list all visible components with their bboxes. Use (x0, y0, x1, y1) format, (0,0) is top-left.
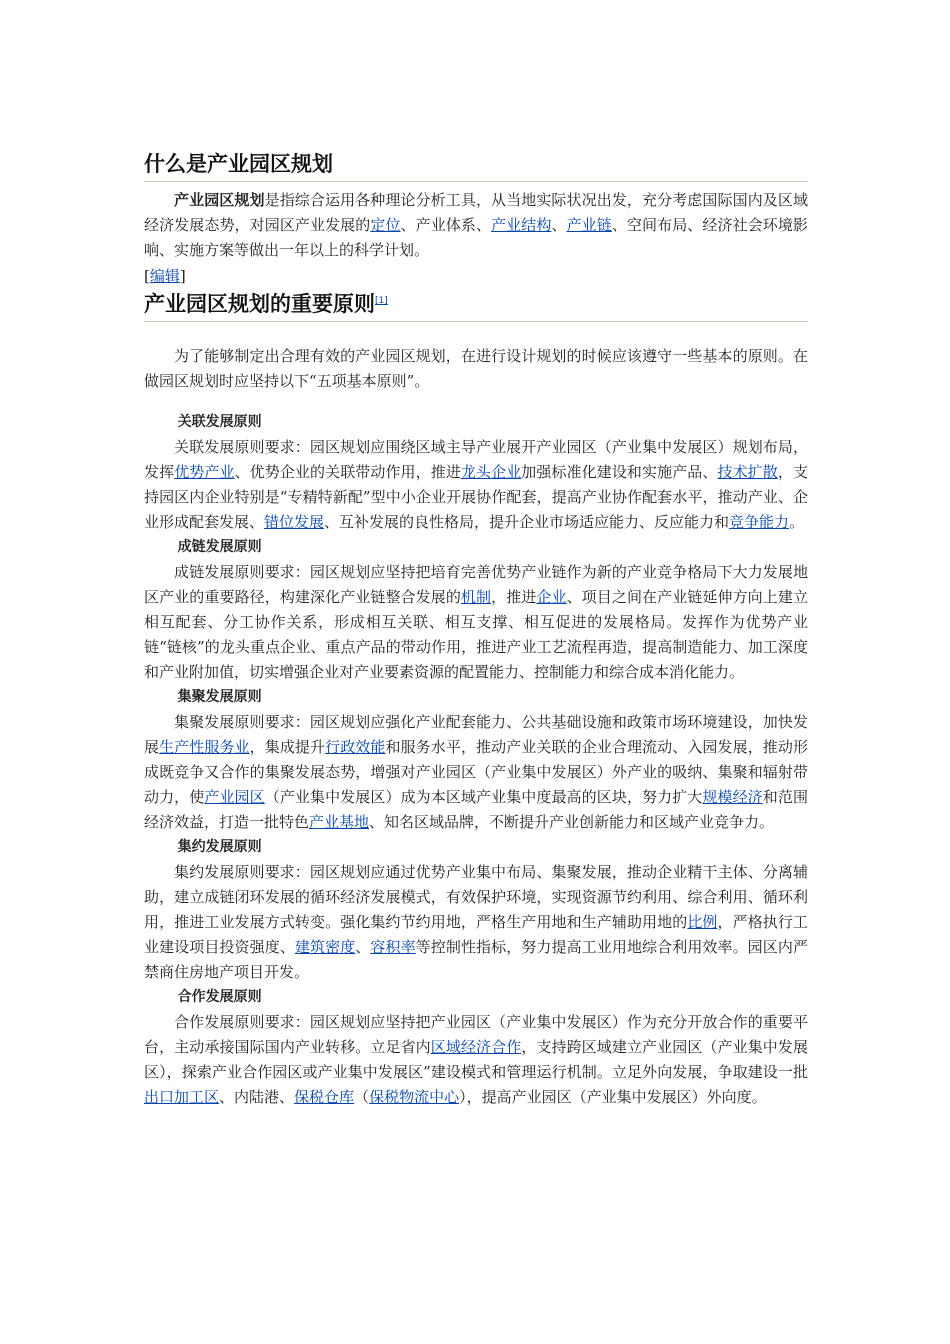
principle-text-chain (144, 560, 808, 685)
text: 和服务水平，推动产业关联的企业合理流动、入园发展，推动形成既竞争又合作的集聚发展态势，增强对产业园区（产业集中发展区）外产业的吸纳、集聚和辐射带动力，使 (144, 738, 808, 806)
text: （ (354, 1088, 370, 1106)
text: ，集成提升 (249, 738, 326, 756)
link-industry-chain[interactable]: 产业链 (566, 216, 612, 234)
text: 和范围经济效益，打造一批特色 (144, 788, 808, 831)
text: 、互补发展的良性格局，提升企业市场适应能力、反应能力和 (324, 513, 730, 531)
text: 、知名区域品牌，不断提升产业创新能力和区域产业竞争力。 (369, 813, 775, 831)
principle-text-linkage (144, 435, 808, 535)
link-technology-diffusion[interactable]: 技术扩散 (717, 463, 778, 481)
reference-mark (375, 296, 388, 306)
text: 合作发展原则要求：园区规划应坚持把产业园区（产业集中发展区）作为充分开放合作的重要平台，主动承接国际国内产业转移。立足省内 (144, 1013, 808, 1056)
link-bonded-warehouse[interactable]: 保税仓库 (294, 1088, 355, 1106)
section-title-principles (144, 287, 808, 322)
link-regional-cooperation[interactable]: 区域经济合作 (430, 1038, 522, 1056)
reference-link[interactable]: [1] (375, 296, 388, 306)
text: 、 (355, 938, 371, 956)
text: ），提高产业园区（产业集中发展区）外向度。 (459, 1088, 767, 1106)
principle-heading-intensive: 集约发展原则 (177, 839, 262, 855)
link-positioning[interactable]: 定位 (370, 216, 401, 234)
link-export-processing-zone[interactable]: 出口加工区 (144, 1088, 220, 1106)
link-leading-enterprise[interactable]: 龙头企业 (460, 463, 522, 481)
link-staggered-development[interactable]: 错位发展 (264, 513, 325, 531)
link-administrative-efficiency[interactable]: 行政效能 (325, 738, 386, 756)
text: 集聚发展原则要求：园区规划应强化产业配套能力、公共基础设施和政策市场环境建设，加快发展 (144, 713, 808, 756)
text: 成链发展原则要求：园区规划应坚持把培育完善优势产业链作为新的产业竞争格局下大力发展地区产业的重要路径，构建深化产业链整合发展的 (144, 563, 808, 606)
section-title-what-is: 什么是产业园区规划 (144, 150, 808, 182)
bracket-close: ] (179, 267, 186, 285)
text: 关联发展原则要求：园区规划应围绕区域主导产业展开产业园区（产业集中发展区）规划布局，发挥 (144, 438, 808, 481)
principle-heading-cluster: 集聚发展原则 (177, 689, 262, 705)
defined-term: 产业园区规划 (174, 191, 265, 209)
principle-heading-chain: 成链发展原则 (177, 539, 262, 555)
bracket-open: [ (144, 267, 150, 285)
text: ，支持跨区域建立产业园区（产业集中发展区），探索产业合作园区或产业集中发展区”建设模式和管理运行机制。立足外向发展，争取建设一批 (144, 1038, 808, 1081)
principles-intro: 为了能够制定出合理有效的产业园区规划，在进行设计规划的时候应该遵守一些基本的原则。在做园区规划时应坚持以下“五项基本原则”。 (144, 347, 808, 390)
text: （产业集中发展区）成为本区域产业集中度最高的区块，努力扩大 (264, 788, 703, 806)
principle-heading-cooperation: 合作发展原则 (177, 989, 262, 1005)
edit-section-link (144, 265, 808, 287)
link-industry-base[interactable]: 产业基地 (309, 813, 370, 831)
link-mechanism[interactable]: 机制 (460, 588, 492, 606)
link-industry-structure[interactable]: 产业结构 (491, 216, 552, 234)
link-producer-services[interactable]: 生产性服务业 (159, 738, 250, 756)
link-ratio[interactable]: 比例 (687, 913, 718, 931)
text: 、项目之间在产业链延伸方向上建立相互配套、分工协作关系，形成相互关联、相互支撑、相互促进的发展格局。发挥作为优势产业链“链核”的龙头重点企业、重点产品的带动作用，推进产业工艺流程再造，提高制造能力、加工深度和产业附加值，切实增强企业对产业要素资源的配置能力、控制能力和综合成本消化能力。 (144, 588, 808, 681)
principle-text-cluster (144, 710, 808, 835)
principle-text-intensive (144, 860, 808, 985)
article (144, 150, 808, 1110)
text: 是指综合运用各种理论分析工具，从当地实际状况出发，充分考虑国际国内及区域经济发展态势，对园区产业发展的 (144, 191, 808, 234)
text: 、产业体系、 (400, 216, 492, 234)
text: 、内陆港、 (219, 1088, 295, 1106)
text: ，支持园区内企业特别是“专精特新配”型中小企业开展协作配套，提高产业协作配套水平，推动产业、企业形成配套发展、 (144, 463, 808, 531)
link-competitiveness[interactable]: 竞争能力 (729, 513, 790, 531)
definition-paragraph (144, 188, 808, 263)
text: ，严格执行工业建设项目投资强度、 (144, 913, 808, 956)
text: 、空间布局、经济社会环境影响、实施方案等做出一年以上的科学计划。 (144, 216, 808, 259)
text: 集约发展原则要求：园区规划应通过优势产业集中布局、集聚发展，推动企业精干主体、分离辅助，建立成链闭环发展的循环经济发展模式，有效保护环境，实现资源节约利用、综合利用、循环利用，推进工业发展方式转变。强化集约节约用地，严格生产用地和生产辅助用地的 (144, 863, 808, 931)
link-enterprise[interactable]: 企业 (536, 588, 567, 606)
text: 。 (789, 513, 805, 531)
link-industrial-park[interactable]: 产业园区 (204, 788, 265, 806)
link-floor-area-ratio[interactable]: 容积率 (370, 938, 416, 956)
principle-heading-linkage: 关联发展原则 (177, 414, 262, 430)
edit-link[interactable]: 编辑 (149, 267, 180, 285)
text: ，推进 (491, 588, 537, 606)
text: 等控制性指标，努力提高工业用地综合利用效率。园区内严禁商住房地产项目开发。 (144, 938, 808, 981)
link-economies-of-scale[interactable]: 规模经济 (702, 788, 763, 806)
link-bonded-logistics-center[interactable]: 保税物流中心 (369, 1088, 460, 1106)
section-title-text: 产业园区规划的重要原则 (144, 292, 375, 316)
text: 加强标准化建设和实施产品、 (521, 463, 718, 481)
text: 、 (551, 216, 567, 234)
link-advantage-industry[interactable]: 优势产业 (174, 463, 235, 481)
link-building-density[interactable]: 建筑密度 (294, 938, 356, 956)
principle-text-cooperation (144, 1010, 808, 1110)
text: 、优势企业的关联带动作用，推进 (234, 463, 461, 481)
